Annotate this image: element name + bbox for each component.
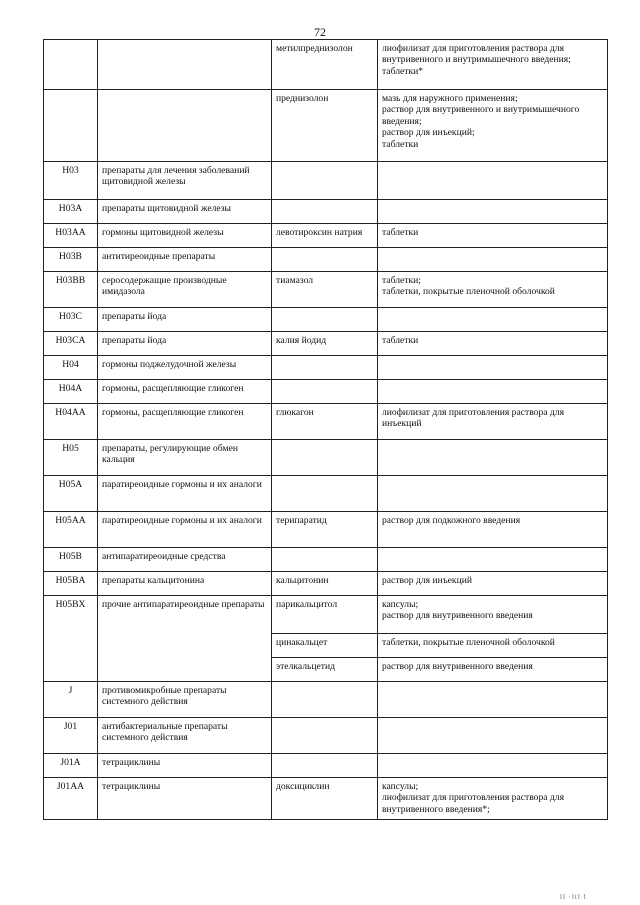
atc-code-cell: H03B <box>44 248 98 272</box>
drug-name-cell <box>272 308 378 332</box>
dosage-form-cell: капсулы; лиофилизат для приготовления раствора для внутривенного введения*; <box>378 778 608 820</box>
dosage-form-cell: таблетки <box>378 224 608 248</box>
dosage-form-cell <box>378 476 608 512</box>
group-name-cell: препараты, регулирующие обмен кальция <box>98 440 272 476</box>
drug-name-cell <box>272 380 378 404</box>
atc-code-cell: H03CA <box>44 332 98 356</box>
table-row <box>44 40 608 90</box>
atc-code-cell: H05B <box>44 548 98 572</box>
table-row <box>44 380 608 404</box>
drug-name-cell: доксициклин <box>272 778 378 820</box>
drug-name-cell <box>272 248 378 272</box>
group-name-cell: паратиреоидные гормоны и их аналоги <box>98 512 272 548</box>
drug-name-cell: парикальцитол <box>272 596 378 634</box>
group-name-cell: препараты щитовидной железы <box>98 200 272 224</box>
dosage-form-cell: капсулы; раствор для внутривенного введения <box>378 596 608 634</box>
drug-name-cell: терипаратид <box>272 512 378 548</box>
atc-code-cell: J01AA <box>44 778 98 820</box>
group-name-cell: гормоны, расщепляющие гликоген <box>98 380 272 404</box>
drug-name-cell <box>272 356 378 380</box>
atc-code-cell: H03 <box>44 162 98 200</box>
drug-name-cell <box>272 200 378 224</box>
table-row <box>44 356 608 380</box>
dosage-form-cell <box>378 718 608 754</box>
group-name-cell: антитиреоидные препараты <box>98 248 272 272</box>
group-name-cell: серосодержащие производные имидазола <box>98 272 272 308</box>
drug-name-cell: калия йодид <box>272 332 378 356</box>
drug-name-cell <box>272 682 378 718</box>
group-name-cell: препараты для лечения заболеваний щитовидной железы <box>98 162 272 200</box>
drug-name-cell <box>272 548 378 572</box>
dosage-form-cell: таблетки; таблетки, покрытые пленочной оболочкой <box>378 272 608 308</box>
atc-code-cell: H05BA <box>44 572 98 596</box>
atc-code-cell: H04A <box>44 380 98 404</box>
table-row <box>44 248 608 272</box>
dosage-form-cell: лиофилизат для приготовления раствора для внутривенного и внутримышечного введения; таблетки* <box>378 40 608 90</box>
atc-code-cell <box>44 90 98 162</box>
dosage-form-cell: таблетки <box>378 332 608 356</box>
table-row <box>44 90 608 162</box>
atc-code-cell: J <box>44 682 98 718</box>
dosage-form-cell <box>378 308 608 332</box>
dosage-form-cell <box>378 440 608 476</box>
atc-code-cell: H05AA <box>44 512 98 548</box>
dosage-form-cell <box>378 380 608 404</box>
atc-code-cell: J01 <box>44 718 98 754</box>
drug-name-cell <box>272 162 378 200</box>
dosage-form-cell: таблетки, покрытые пленочной оболочкой <box>378 634 608 658</box>
dosage-form-cell <box>378 200 608 224</box>
dosage-form-cell <box>378 682 608 718</box>
table-row <box>44 548 608 572</box>
table-row <box>44 572 608 596</box>
atc-code-cell: H03C <box>44 308 98 332</box>
table-row <box>44 718 608 754</box>
table-row <box>44 476 608 512</box>
atc-code-cell: H04AA <box>44 404 98 440</box>
atc-code-cell: H04 <box>44 356 98 380</box>
table-row <box>44 332 608 356</box>
drug-name-cell: преднизолон <box>272 90 378 162</box>
drug-name-cell <box>272 754 378 778</box>
group-name-cell <box>98 90 272 162</box>
group-name-cell: противомикробные препараты системного действия <box>98 682 272 718</box>
dosage-form-cell <box>378 356 608 380</box>
drug-name-cell <box>272 440 378 476</box>
group-name-cell: тетрациклины <box>98 754 272 778</box>
table-row <box>44 224 608 248</box>
table-row <box>44 272 608 308</box>
drug-list-table <box>43 39 608 820</box>
dosage-form-cell: раствор для подкожного введения <box>378 512 608 548</box>
drug-name-cell: тиамазол <box>272 272 378 308</box>
table-row <box>44 596 608 634</box>
dosage-form-cell: раствор для инъекций <box>378 572 608 596</box>
dosage-form-cell <box>378 248 608 272</box>
atc-code-cell: H05 <box>44 440 98 476</box>
drug-name-cell: метилпреднизолон <box>272 40 378 90</box>
table-row <box>44 778 608 820</box>
group-name-cell: тетрациклины <box>98 778 272 820</box>
drug-name-cell <box>272 476 378 512</box>
table-body <box>44 40 608 820</box>
table-row <box>44 162 608 200</box>
dosage-form-cell: мазь для наружного применения; раствор для внутривенного и внутримышечного введения; раствор для инъекций; таблетки <box>378 90 608 162</box>
group-name-cell: гормоны, расщепляющие гликоген <box>98 404 272 440</box>
group-name-cell <box>98 40 272 90</box>
table-row <box>44 682 608 718</box>
group-name-cell: препараты йода <box>98 308 272 332</box>
dosage-form-cell <box>378 754 608 778</box>
table-row <box>44 200 608 224</box>
drug-name-cell: левотироксин натрия <box>272 224 378 248</box>
group-name-cell: препараты кальцитонина <box>98 572 272 596</box>
table-row <box>44 404 608 440</box>
footer-mark: ll ·ltl l <box>560 893 587 901</box>
atc-code-cell: J01A <box>44 754 98 778</box>
group-name-cell: гормоны поджелудочной железы <box>98 356 272 380</box>
table-row <box>44 440 608 476</box>
table-row <box>44 754 608 778</box>
group-name-cell: прочие антипаратиреоидные препараты <box>98 596 272 682</box>
atc-code-cell: H03AA <box>44 224 98 248</box>
group-name-cell: гормоны щитовидной железы <box>98 224 272 248</box>
table-row <box>44 308 608 332</box>
atc-code-cell <box>44 40 98 90</box>
dosage-form-cell: раствор для внутривенного введения <box>378 658 608 682</box>
atc-code-cell: H03BB <box>44 272 98 308</box>
table-row <box>44 512 608 548</box>
atc-code-cell: H03A <box>44 200 98 224</box>
drug-name-cell: глюкагон <box>272 404 378 440</box>
atc-code-cell: H05BX <box>44 596 98 682</box>
group-name-cell: антипаратиреоидные средства <box>98 548 272 572</box>
dosage-form-cell <box>378 162 608 200</box>
dosage-form-cell: лиофилизат для приготовления раствора для инъекций <box>378 404 608 440</box>
group-name-cell: антибактериальные препараты системного действия <box>98 718 272 754</box>
group-name-cell: препараты йода <box>98 332 272 356</box>
page-number: 72 <box>314 25 326 39</box>
drug-name-cell: этелкальцетид <box>272 658 378 682</box>
drug-name-cell <box>272 718 378 754</box>
atc-code-cell: H05A <box>44 476 98 512</box>
drug-name-cell: цинакальцет <box>272 634 378 658</box>
drug-name-cell: кальцитонин <box>272 572 378 596</box>
dosage-form-cell <box>378 548 608 572</box>
group-name-cell: паратиреоидные гормоны и их аналоги <box>98 476 272 512</box>
